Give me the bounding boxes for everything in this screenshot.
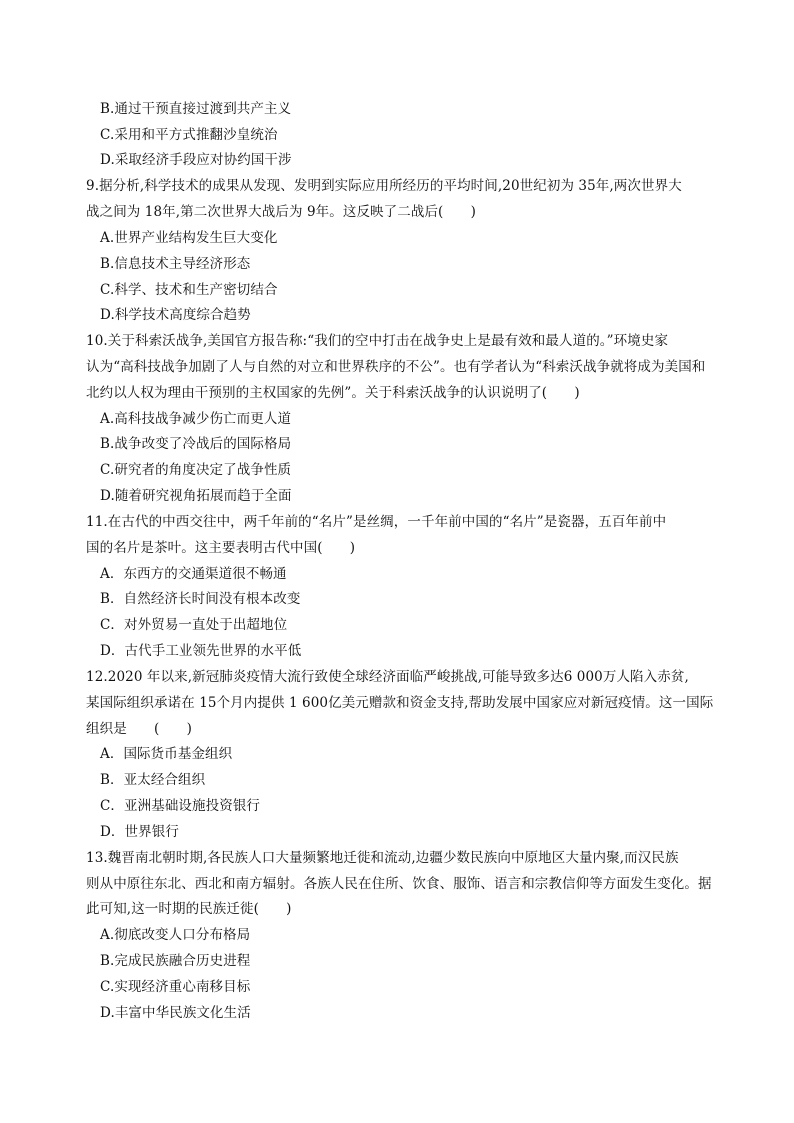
option-c-prev: C.采用和平方式推翻沙皇统治 <box>100 127 278 143</box>
question-12-stem-line-1: 12.2020 年以来,新冠肺炎疫情大流行致使全球经济面临严峻挑战,可能导致多达6 000万人陷入赤贫, <box>86 669 689 685</box>
question-9-option-d: D.科学技术高度综合趋势 <box>100 307 251 323</box>
question-11-stem-line-1: 11.在古代的中西交往中，两千年前的“名片”是丝绸，一千年前中国的“名片”是瓷器，五百年前中 <box>86 514 667 530</box>
question-13-stem-line-3: 此可知,这一时期的民族迁徙( ) <box>86 901 292 917</box>
question-9-option-b: B.信息技术主导经济形态 <box>100 256 251 272</box>
question-13-option-a: A.彻底改变人口分布格局 <box>100 927 251 943</box>
question-11-option-a: A．东西方的交通渠道很不畅通 <box>100 566 287 582</box>
question-10-option-c: C.研究者的角度决定了战争性质 <box>100 462 292 478</box>
question-12-option-d: D．世界银行 <box>100 824 179 840</box>
question-12-stem-line-3: 组织是 ( ) <box>86 721 192 737</box>
question-9-stem-line-2: 战之间为 18年,第二次世界大战后为 9年。这反映了二战后( ) <box>86 204 476 220</box>
question-11-option-b: B．自然经济长时间没有根本改变 <box>100 591 301 607</box>
question-11-option-c: C．对外贸易一直处于出超地位 <box>100 617 288 633</box>
question-10-option-a: A.高科技战争减少伤亡而更人道 <box>100 411 292 427</box>
question-12-option-a: A．国际货币基金组织 <box>100 746 233 762</box>
question-10-option-b: B.战争改变了冷战后的国际格局 <box>100 436 292 452</box>
question-13-stem-line-1: 13.魏晋南北朝时期,各民族人口大量频繁地迁徙和流动,边疆少数民族向中原地区大量内聚,而汉民族 <box>86 850 679 866</box>
question-11-stem-line-2: 国的名片是茶叶。这主要表明古代中国( ) <box>86 540 356 556</box>
question-12-option-c: C．亚洲基础设施投资银行 <box>100 798 261 814</box>
question-10-option-d: D.随着研究视角拓展而趋于全面 <box>100 488 292 504</box>
question-9-option-a: A.世界产业结构发生巨大变化 <box>100 230 278 246</box>
option-d-prev: D.采取经济手段应对协约国干涉 <box>100 152 292 168</box>
question-9-stem-line-1: 9.据分析,科学技术的成果从发现、发明到实际应用所经历的平均时间,20世纪初为 35年,两次世界大 <box>86 178 682 194</box>
option-b-prev: B.通过干预直接过渡到共产主义 <box>100 101 292 117</box>
question-10-stem-line-1: 10.关于科索沃战争,美国官方报告称:“我们的空中打击在战争史上是最有效和最人道的。”环境史家 <box>86 333 669 349</box>
question-13-option-c: C.实现经济重心南移目标 <box>100 979 251 995</box>
question-12-option-b: B．亚太经合组织 <box>100 772 206 788</box>
question-13-option-d: D.丰富中华民族文化生活 <box>100 1005 251 1021</box>
question-11-option-d: D．古代手工业领先世界的水平低 <box>100 643 302 659</box>
question-13-option-b: B.完成民族融合历史进程 <box>100 953 251 969</box>
question-9-option-c: C.科学、技术和生产密切结合 <box>100 282 278 298</box>
question-10-stem-line-2: 认为“高科技战争加剧了人与自然的对立和世界秩序的不公”。也有学者认为“科索沃战争就将成为美国和 <box>86 359 706 375</box>
question-13-stem-line-2: 则从中原往东北、西北和南方辐射。各族人民在住所、饮食、服饰、语言和宗教信仰等方面发生变化。据 <box>86 876 712 892</box>
question-12-stem-line-2: 某国际组织承诺在 15个月内提供 1 600亿美元赠款和资金支持,帮助发展中国家应对新冠疫情。这一国际 <box>86 695 714 711</box>
question-10-stem-line-3: 北约以人权为理由干预别的主权国家的先例”。关于科索沃战争的认识说明了( ) <box>86 385 580 401</box>
